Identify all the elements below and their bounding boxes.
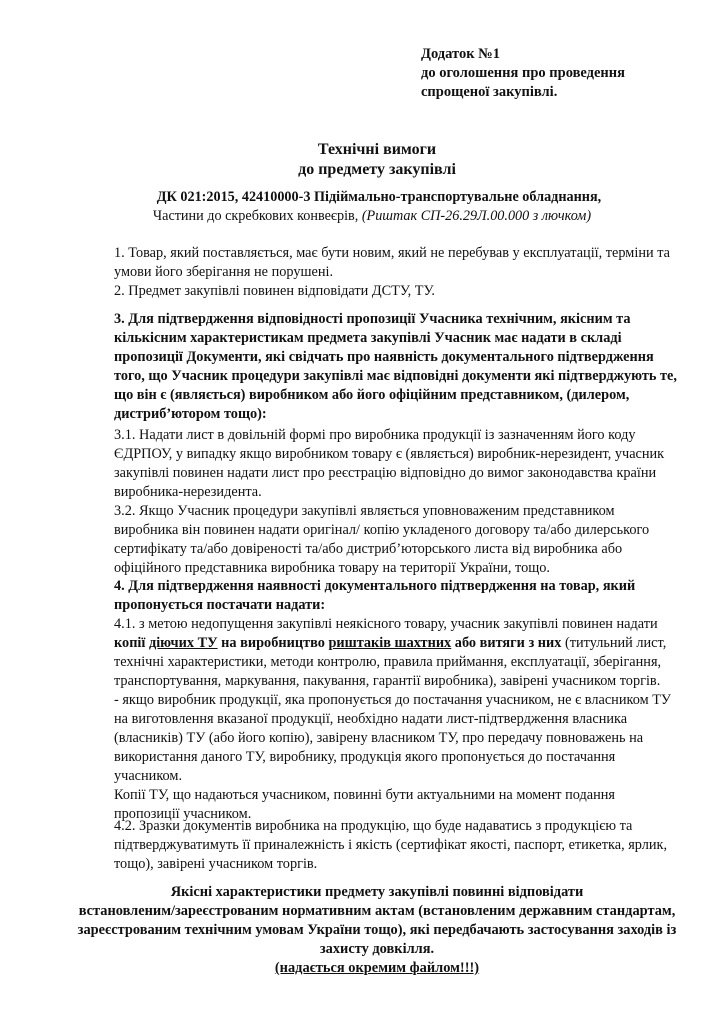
document-title	[0, 140, 724, 180]
item-3-line: 3. Для підтвердження відповідності пропозиції Учасника технічним, якісним та	[114, 311, 631, 327]
closing-note: (надається окремим файлом!!!)	[274, 960, 480, 976]
item-3-line: дистриб’ютором тощо):	[114, 406, 267, 422]
item-4-line: 4. Для підтвердження наявності документального підтвердження на товар, який	[114, 578, 636, 594]
annex-line: до оголошення про проведення	[421, 65, 625, 81]
item-3-1-line: 3.1. Надати лист в довільній формі про виробника продукції із зазначенням його коду	[114, 427, 636, 443]
item-4-2-line: підтверджуватимуть її приналежність і якість (сертифікат якості, паспорт, етикетка, ярлик,	[114, 837, 668, 853]
title-line: до предмету закупівлі	[298, 161, 456, 178]
item-3-1-line: виробника-нерезидента.	[114, 484, 262, 500]
item-3-2	[114, 502, 694, 578]
bold-text: або витяги з них	[451, 635, 562, 651]
item-1-line: 1. Товар, який поставляється, має бути новим, який не перебував у експлуатації, терміни та	[114, 245, 670, 261]
bold-text: на виробництво	[217, 635, 329, 651]
underlined-text: діючих ТУ	[148, 635, 218, 651]
item-3-2-line: 3.2. Якщо Учасник процедури закупівлі являється уповноваженим представником	[114, 503, 615, 519]
item-4-1-line: (власників) ТУ (або його копію), завірену власником ТУ, про передачу повноважень на	[114, 730, 644, 746]
classification-block	[0, 188, 724, 226]
closing-line: зареєстрованим технічним умовам України тощо), які передбачають застосування заходів із	[77, 922, 677, 938]
item-1-line: умови його зберігання не порушені.	[114, 264, 334, 280]
title-line: Технічні вимоги	[317, 141, 437, 158]
item-3-1	[114, 426, 694, 502]
item-4-1-line: на виготовлення вказаної продукції, необхідно надати лист-підтвердження власника	[114, 711, 628, 727]
item-3-line: того, що Учасник процедури закупівлі має відповідні документи які підтверджують те,	[114, 368, 677, 384]
item-4-2	[114, 817, 694, 874]
classification-code: ДК 021:2015, 42410000-3 Підіймально-транспортувальне обладнання,	[156, 189, 602, 205]
item-4-1-line: Копії ТУ, що надаються учасником, повинні бути актуальними на момент подання	[114, 787, 616, 803]
item-4-2-line: 4.2. Зразки документів виробника на продукцію, що буде надаватись з продукцією та	[114, 818, 633, 834]
item-4-1-line: - якщо виробник продукції, яка пропонується до постачання учасником, не є власником ТУ	[114, 692, 672, 708]
item-4-1-line: технічні характеристики, методи контролю, правила приймання, експлуатації, зберігання,	[114, 654, 662, 670]
item-4-1-line: транспортування, маркування, пакування, гарантії виробника), завірені учасником торгів.	[114, 673, 661, 689]
item-4-1-line: учасником.	[114, 768, 183, 784]
item-4-1-line: пропозиції учасником.	[114, 806, 252, 822]
item-3-1-line: ЄДРПОУ, у випадку якщо виробником товару є (являється) виробник-нерезидент, учасник	[114, 446, 665, 462]
underlined-text: риштаків шахтних	[328, 635, 452, 651]
closing-line: захисту довкілля.	[319, 941, 435, 957]
annex-header	[421, 45, 625, 102]
item-3-2-line: офіційного представника виробника товару на території України, тощо.	[114, 560, 550, 576]
plain-text: (титульний лист,	[561, 635, 667, 651]
annex-line: Додаток №1	[421, 46, 500, 62]
item-3-line: пропозиції Документи, які свідчать про наявність документального підтвердження	[114, 349, 654, 365]
item-4-line: пропонується постачати надати:	[114, 597, 326, 613]
item-4-2-line: тощо), завірені учасником торгів.	[114, 856, 318, 872]
item-1-2	[114, 244, 694, 301]
item-3-2-line: виробника він повинен надати оригінал/ копію укладеного договору та/або дилерського	[114, 522, 650, 538]
item-3	[114, 310, 694, 424]
item-4-1-line	[114, 634, 694, 653]
item-3-1-line: закупівлі повинен надати лист про реєстрацію відповідно до вимог законодавства країни	[114, 465, 657, 481]
closing-line: Якісні характеристики предмету закупівлі повинні відповідати	[170, 884, 584, 900]
closing-line: встановленим/зареєстрованим нормативним актам (встановленим державним стандартам,	[78, 903, 676, 919]
item-4-1-line: 4.1. з метою недопущення закупівлі неякісного товару, учасник закупівлі повинен надати	[114, 616, 658, 632]
item-3-line: що він є (являється) виробником або його офіційним представником, (дилером,	[114, 387, 630, 403]
annex-line: спрощеної закупівлі.	[421, 84, 558, 100]
bold-text: копії	[114, 635, 149, 651]
parts-label: Частини до скребкових конвеєрів,	[152, 208, 362, 224]
closing-statement	[0, 883, 724, 978]
item-2: 2. Предмет закупівлі повинен відповідати ДСТУ, ТУ.	[114, 283, 435, 299]
classification-parts	[0, 207, 724, 226]
item-3-line: кількісним характеристикам предмета закупівлі Учасник має надати в складі	[114, 330, 622, 346]
parts-model: (Риштак СП-26.29Л.00.000 з лючком)	[361, 208, 592, 224]
item-4	[114, 577, 694, 824]
item-4-1-line: використання даного ТУ, виробнику, продукція якого пропонується до постачання	[114, 749, 616, 765]
item-3-2-line: сертифікату та/або довіреності та/або дистриб’юторського листа від виробника або	[114, 541, 623, 557]
